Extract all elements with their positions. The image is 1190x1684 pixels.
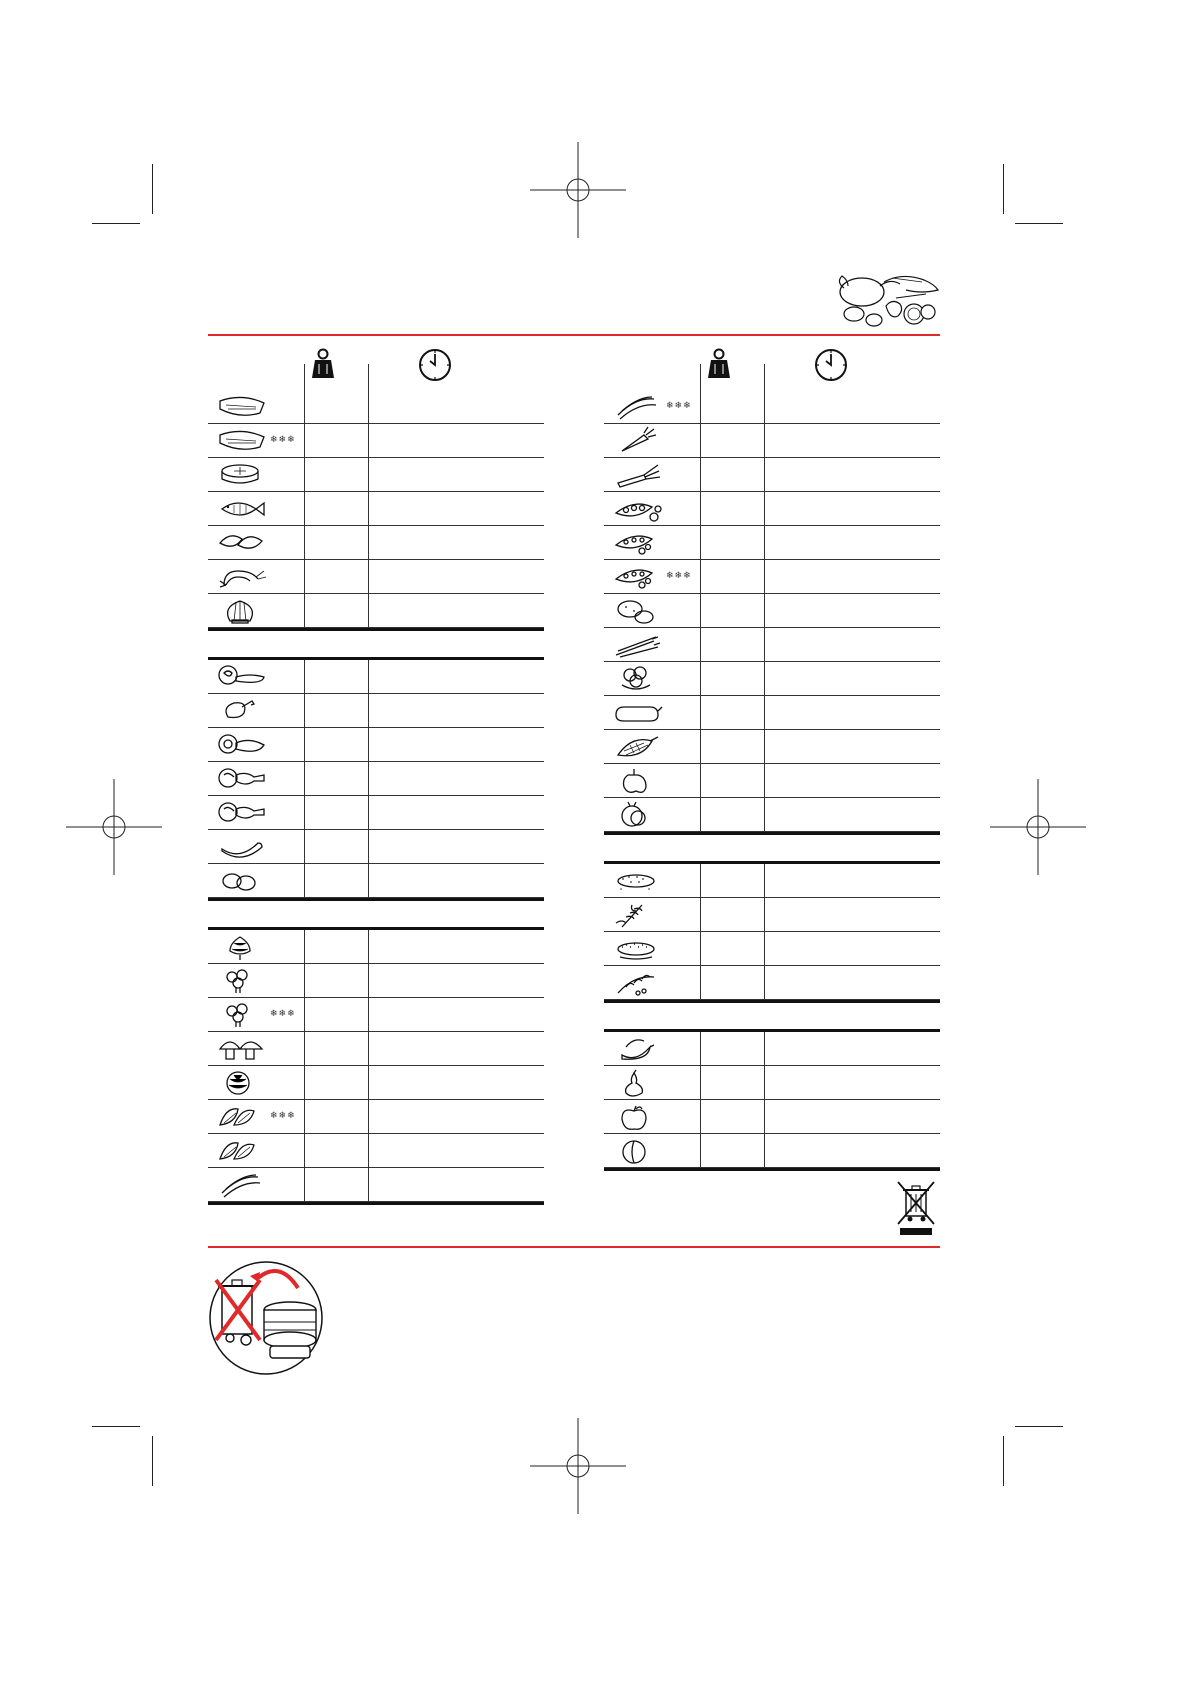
zucchini-icon bbox=[612, 699, 664, 726]
broccoli-icon bbox=[216, 967, 268, 994]
table-row bbox=[604, 594, 940, 628]
apple-icon bbox=[612, 1103, 664, 1130]
table-row bbox=[208, 424, 544, 458]
table-row bbox=[208, 1134, 544, 1168]
left-cooking-table bbox=[208, 342, 544, 1205]
table-row bbox=[604, 1066, 940, 1100]
wheat-icon bbox=[612, 901, 664, 928]
peach-icon bbox=[612, 1137, 664, 1164]
shrimp-icon bbox=[216, 563, 268, 590]
bottom-red-rule bbox=[208, 1246, 940, 1248]
chicken-leg-icon bbox=[216, 697, 268, 724]
broccoli-icon bbox=[216, 1001, 268, 1028]
table-row bbox=[604, 696, 940, 730]
table-row bbox=[208, 458, 544, 492]
table-row bbox=[604, 1100, 940, 1134]
carrot-icon bbox=[612, 427, 664, 454]
table-row bbox=[208, 930, 544, 964]
table-row bbox=[604, 458, 940, 492]
table-row bbox=[604, 898, 940, 932]
table-header bbox=[208, 342, 544, 390]
meat-cut-icon bbox=[216, 799, 268, 826]
table-row bbox=[208, 830, 544, 864]
mushroom-icon bbox=[216, 1035, 268, 1062]
eggs-icon bbox=[216, 867, 268, 894]
section-divider bbox=[604, 1000, 940, 1032]
table-header bbox=[604, 342, 940, 390]
semolina-icon bbox=[612, 935, 664, 962]
table-row bbox=[604, 560, 940, 594]
table-row bbox=[208, 964, 544, 998]
peas-pod-icon bbox=[612, 495, 664, 522]
top-red-rule bbox=[208, 334, 940, 336]
table-row bbox=[208, 864, 544, 898]
fish-fillet-icon bbox=[216, 427, 268, 454]
table-row bbox=[208, 660, 544, 694]
table-row bbox=[208, 762, 544, 796]
weight-icon bbox=[310, 348, 336, 380]
meat-cut-icon bbox=[216, 765, 268, 792]
recycle-appliance-icon bbox=[208, 1250, 324, 1386]
table-row bbox=[604, 1032, 940, 1066]
mussel-icon bbox=[216, 529, 268, 556]
table-row bbox=[208, 560, 544, 594]
green-beans-icon bbox=[216, 1171, 268, 1198]
registration-mark-top bbox=[530, 142, 626, 238]
potato-icon bbox=[612, 597, 664, 624]
peas-icon bbox=[612, 529, 664, 556]
table-row bbox=[604, 492, 940, 526]
table-row bbox=[208, 526, 544, 560]
right-cooking-table bbox=[604, 342, 940, 1171]
banana-icon bbox=[612, 1035, 664, 1062]
table-row bbox=[604, 932, 940, 966]
cabbage-icon bbox=[216, 1069, 268, 1096]
artichoke-icon bbox=[216, 933, 268, 960]
table-row bbox=[208, 998, 544, 1032]
whole-fish-icon bbox=[216, 495, 268, 522]
clock-icon bbox=[418, 348, 452, 382]
rice-icon bbox=[612, 867, 664, 894]
food-illustration bbox=[832, 268, 942, 332]
frozen-snowflake-icon: ❄❄❄ bbox=[666, 571, 692, 581]
table-row bbox=[604, 628, 940, 662]
table-row bbox=[208, 796, 544, 830]
scallop-icon bbox=[216, 597, 268, 624]
registration-mark-right bbox=[990, 779, 1086, 875]
peas-icon bbox=[612, 563, 664, 590]
table-row bbox=[604, 730, 940, 764]
cauliflower-icon bbox=[612, 665, 664, 692]
registration-mark-left bbox=[66, 779, 162, 875]
chicken-breast-icon bbox=[216, 663, 268, 690]
table-row bbox=[208, 1100, 544, 1134]
table-row bbox=[604, 424, 940, 458]
section-divider bbox=[208, 628, 544, 660]
pork-icon bbox=[216, 731, 268, 758]
table-row bbox=[208, 1066, 544, 1100]
section-divider bbox=[604, 832, 940, 864]
asparagus-icon bbox=[612, 631, 664, 658]
table-row bbox=[604, 966, 940, 1000]
table-row bbox=[208, 694, 544, 728]
fish-steak-icon bbox=[216, 461, 268, 488]
table-row bbox=[208, 594, 544, 628]
weight-icon bbox=[706, 348, 732, 380]
table-row bbox=[208, 390, 544, 424]
section-divider bbox=[208, 898, 544, 930]
corn-icon bbox=[612, 733, 664, 760]
table-row bbox=[604, 1134, 940, 1168]
table-end-rule bbox=[208, 1202, 544, 1205]
registration-mark-bottom bbox=[530, 1418, 626, 1514]
table-row bbox=[208, 728, 544, 762]
frozen-snowflake-icon: ❄❄❄ bbox=[270, 435, 296, 445]
crossed-bin-icon bbox=[896, 1180, 936, 1238]
sausage-icon bbox=[216, 833, 268, 860]
table-row bbox=[604, 662, 940, 696]
table-row bbox=[208, 1168, 544, 1202]
spinach-icon bbox=[216, 1137, 268, 1164]
table-end-rule bbox=[604, 1168, 940, 1171]
table-row bbox=[604, 390, 940, 424]
clock-icon bbox=[814, 348, 848, 382]
frozen-snowflake-icon: ❄❄❄ bbox=[270, 1009, 296, 1019]
pepper-icon bbox=[612, 767, 664, 794]
frozen-snowflake-icon: ❄❄❄ bbox=[270, 1111, 296, 1121]
table-row bbox=[208, 492, 544, 526]
table-row bbox=[604, 764, 940, 798]
turnip-icon bbox=[612, 801, 664, 828]
green-beans-icon bbox=[612, 393, 664, 420]
table-row bbox=[604, 864, 940, 898]
frozen-snowflake-icon: ❄❄❄ bbox=[666, 401, 692, 411]
fish-fillet-icon bbox=[216, 393, 268, 420]
table-row bbox=[604, 526, 940, 560]
grain-icon bbox=[612, 969, 664, 996]
leek-icon bbox=[612, 461, 664, 488]
table-row bbox=[208, 1032, 544, 1066]
spinach-icon bbox=[216, 1103, 268, 1130]
table-row bbox=[604, 798, 940, 832]
pear-icon bbox=[612, 1069, 664, 1096]
